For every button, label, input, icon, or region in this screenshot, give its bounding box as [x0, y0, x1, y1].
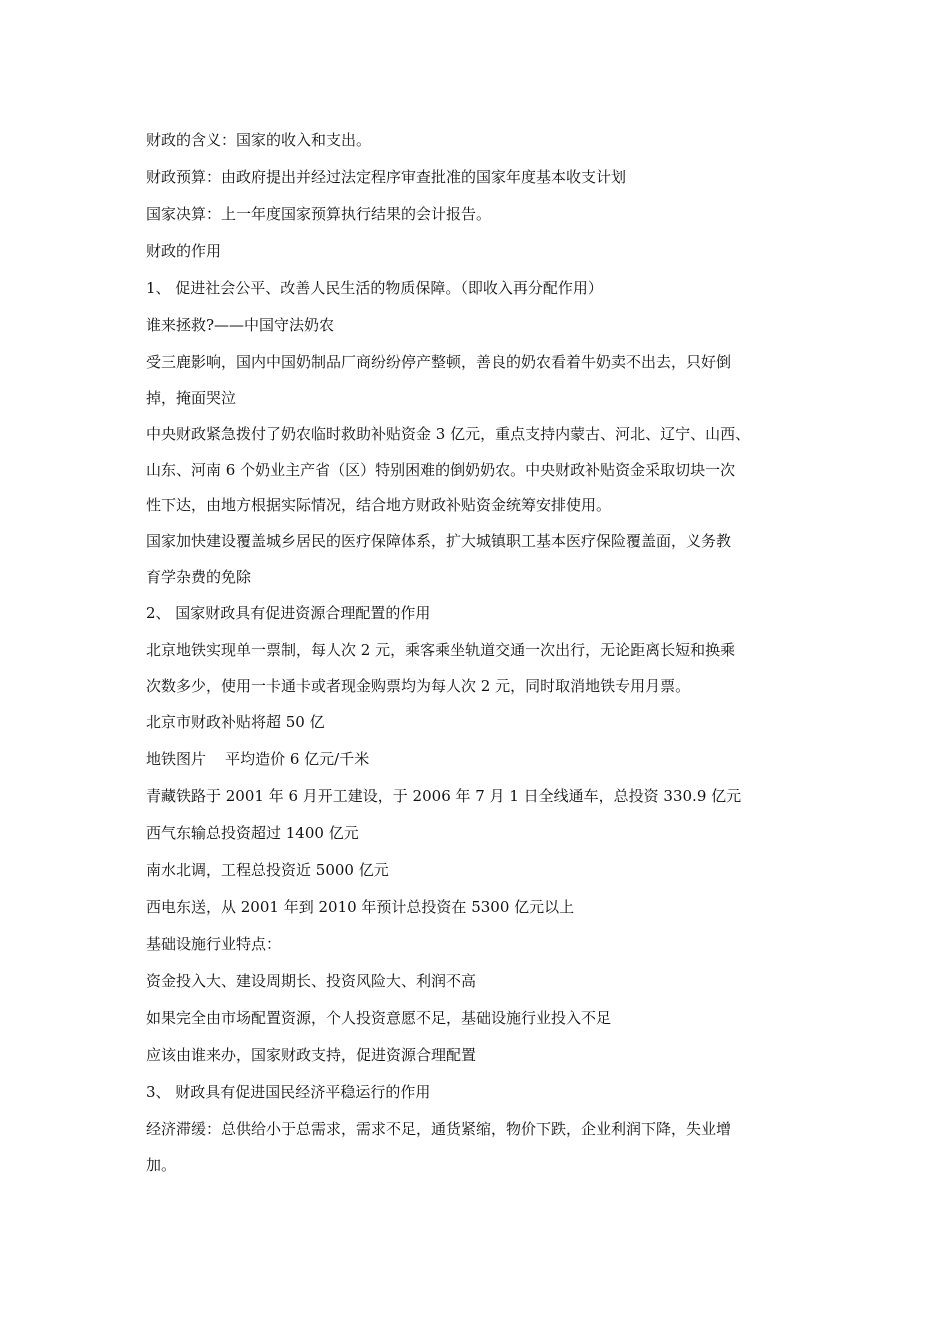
paragraph-line: 育学杂费的免除 — [146, 568, 252, 586]
paragraph-line: 掉，掩面哭泣 — [146, 389, 237, 407]
paragraph-line: 如果完全由市场配置资源，个人投资意愿不足，基础设施行业投入不足 — [146, 1009, 612, 1027]
paragraph-line: 财政的含义：国家的收入和支出。 — [146, 131, 372, 149]
section-heading: 1、 促进社会公平、改善人民生活的物质保障。（即收入再分配作用） — [146, 279, 603, 297]
paragraph-line: 国家决算：上一年度国家预算执行结果的会计报告。 — [146, 205, 492, 223]
paragraph-line: 财政预算：由政府提出并经过法定程序审查批准的国家年度基本收支计划 — [146, 168, 627, 186]
section-heading: 3、 财政具有促进国民经济平稳运行的作用 — [146, 1083, 431, 1101]
paragraph-line: 西电东送，从 2001 年到 2010 年预计总投资在 5300 亿元以上 — [146, 898, 575, 916]
section-heading: 2、 国家财政具有促进资源合理配置的作用 — [146, 604, 431, 622]
paragraph-line: 基础设施行业特点： — [146, 935, 282, 953]
paragraph-line: 地铁图片 平均造价 6 亿元/千米 — [146, 750, 370, 768]
document-body — [146, 122, 826, 1183]
paragraph-line: 加。 — [146, 1156, 177, 1174]
paragraph-line: 谁来拯救?——中国守法奶农 — [146, 316, 335, 334]
paragraph-line: 北京地铁实现单一票制，每人次 2 元，乘客乘坐轨道交通一次出行，无论距离长短和换乘 — [146, 641, 736, 659]
paragraph-line: 中央财政紧急拨付了奶农临时救助补贴资金 3 亿元，重点支持内蒙古、河北、辽宁、山西、 — [146, 425, 751, 443]
paragraph-line: 资金投入大、建设周期长、投资风险大、利润不高 — [146, 972, 477, 990]
paragraph-line: 经济滞缓：总供给小于总需求，需求不足，通货紧缩，物价下跌，企业利润下降，失业增 — [146, 1120, 732, 1138]
paragraph-line: 受三鹿影响，国内中国奶制品厂商纷纷停产整顿，善良的奶农看着牛奶卖不出去，只好倒 — [146, 353, 732, 371]
paragraph-line: 应该由谁来办，国家财政支持，促进资源合理配置 — [146, 1046, 477, 1064]
paragraph-line: 国家加快建设覆盖城乡居民的医疗保障体系，扩大城镇职工基本医疗保险覆盖面，义务教 — [146, 532, 732, 550]
paragraph-line: 青藏铁路于 2001 年 6 月开工建设，于 2006 年 7 月 1 日全线通车，总投资 330.9 亿元 — [146, 787, 742, 805]
paragraph-line: 次数多少，使用一卡通卡或者现金购票均为每人次 2 元，同时取消地铁专用月票。 — [146, 677, 691, 695]
paragraph-line: 性下达，由地方根据实际情况，结合地方财政补贴资金统筹安排使用。 — [146, 496, 612, 514]
section-heading: 财政的作用 — [146, 242, 222, 260]
paragraph-line: 山东、河南 6 个奶业主产省（区）特别困难的倒奶奶农。中央财政补贴资金采取切块一次 — [146, 461, 736, 479]
paragraph-line: 西气东输总投资超过 1400 亿元 — [146, 824, 359, 842]
paragraph-line: 北京市财政补贴将超 50 亿 — [146, 713, 325, 731]
paragraph-line: 南水北调，工程总投资近 5000 亿元 — [146, 861, 389, 879]
